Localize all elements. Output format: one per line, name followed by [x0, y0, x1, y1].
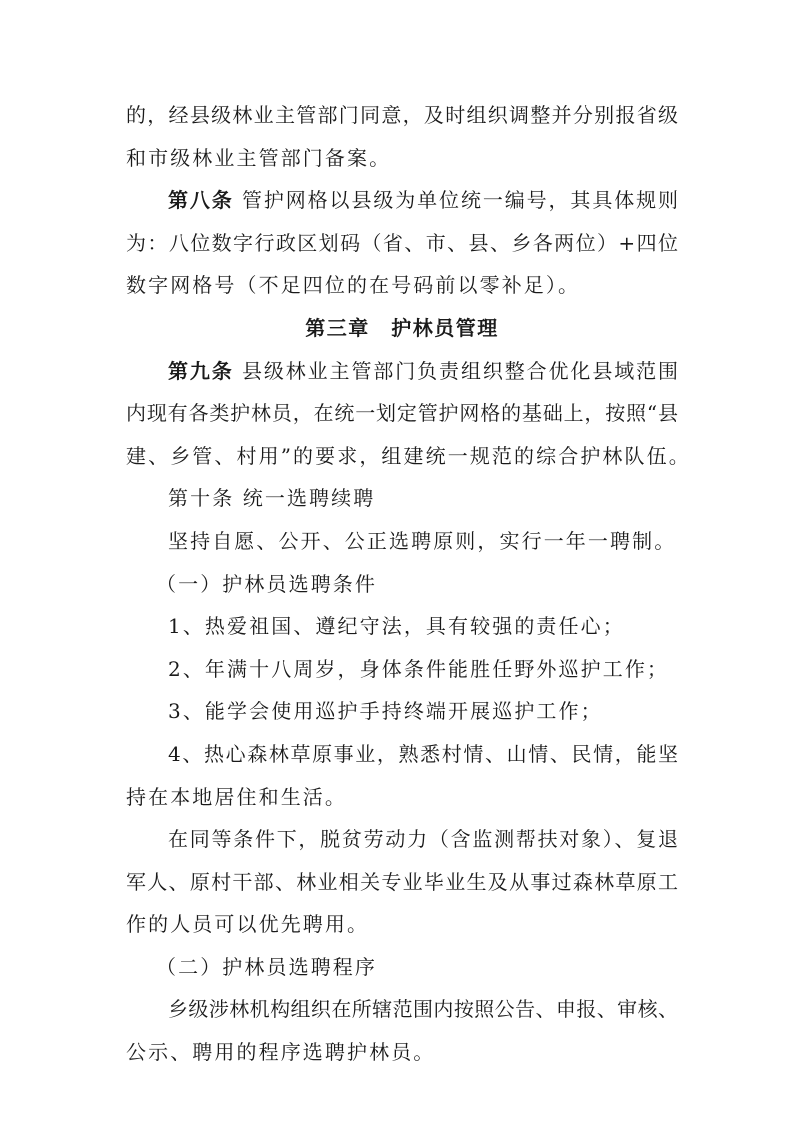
chapter-heading: 第三章 护林员管理 — [305, 315, 499, 340]
paragraph-line: 作的人员可以优先聘用。 — [126, 912, 370, 937]
paragraph-line: 军人、原村干部、林业相关专业毕业生及从事过森林草原工 — [126, 869, 678, 894]
section-heading: （二）护林员选聘程序 — [156, 954, 377, 979]
list-item: 3、能学会使用巡护手持终端开展巡护工作； — [168, 699, 603, 724]
article-text: 县级林业主管部门负责组织整合优化县域范围 — [241, 358, 679, 383]
paragraph-line: 数字网格号（不足四位的在号码前以零补足）。 — [126, 273, 581, 298]
paragraph-line: 乡级涉林机构组织在所辖范围内按照公告、申报、审核、 — [168, 997, 678, 1022]
paragraph-line: 建、乡管、村用”的要求，组建统一规范的综合护林队伍。 — [126, 443, 691, 468]
list-item: 4、热心森林草原事业，熟悉村情、山情、民情，能坚 — [168, 741, 678, 766]
list-item: 1、热爱祖国、遵纪守法，具有较强的责任心； — [168, 614, 625, 639]
paragraph-line: 公示、聘用的程序选聘护林员。 — [126, 1040, 436, 1065]
document-body — [126, 94, 691, 1074]
section-heading: （一）护林员选聘条件 — [156, 571, 377, 596]
paragraph-line: 和市级林业主管部门备案。 — [126, 145, 392, 170]
list-item: 2、年满十八周岁，身体条件能胜任野外巡护工作； — [168, 656, 670, 681]
article-number: 第八条 — [168, 188, 234, 213]
article-9-line — [126, 350, 678, 393]
article-text: 管护网格以县级为单位统一编号，其具体规则 — [241, 188, 679, 213]
article-8-line — [126, 179, 678, 222]
article-10-line: 第十条 统一选聘续聘 — [168, 486, 376, 511]
paragraph-line: 内现有各类护林员，在统一划定管护网格的基础上，按照“县 — [126, 401, 678, 426]
paragraph-line: 的，经县级林业主管部门同意，及时组织调整并分别报省级 — [126, 103, 678, 127]
paragraph-line: 持在本地居住和生活。 — [126, 784, 347, 809]
paragraph-line: 坚持自愿、公开、公正选聘原则，实行一年一聘制。 — [168, 528, 677, 553]
paragraph-line: 为：八位数字行政区划码（省、市、县、乡各两位）+四位 — [126, 230, 678, 255]
paragraph-line: 在同等条件下，脱贫劳动力（含监测帮扶对象）、复退 — [168, 827, 678, 852]
article-number: 第九条 — [168, 358, 234, 383]
